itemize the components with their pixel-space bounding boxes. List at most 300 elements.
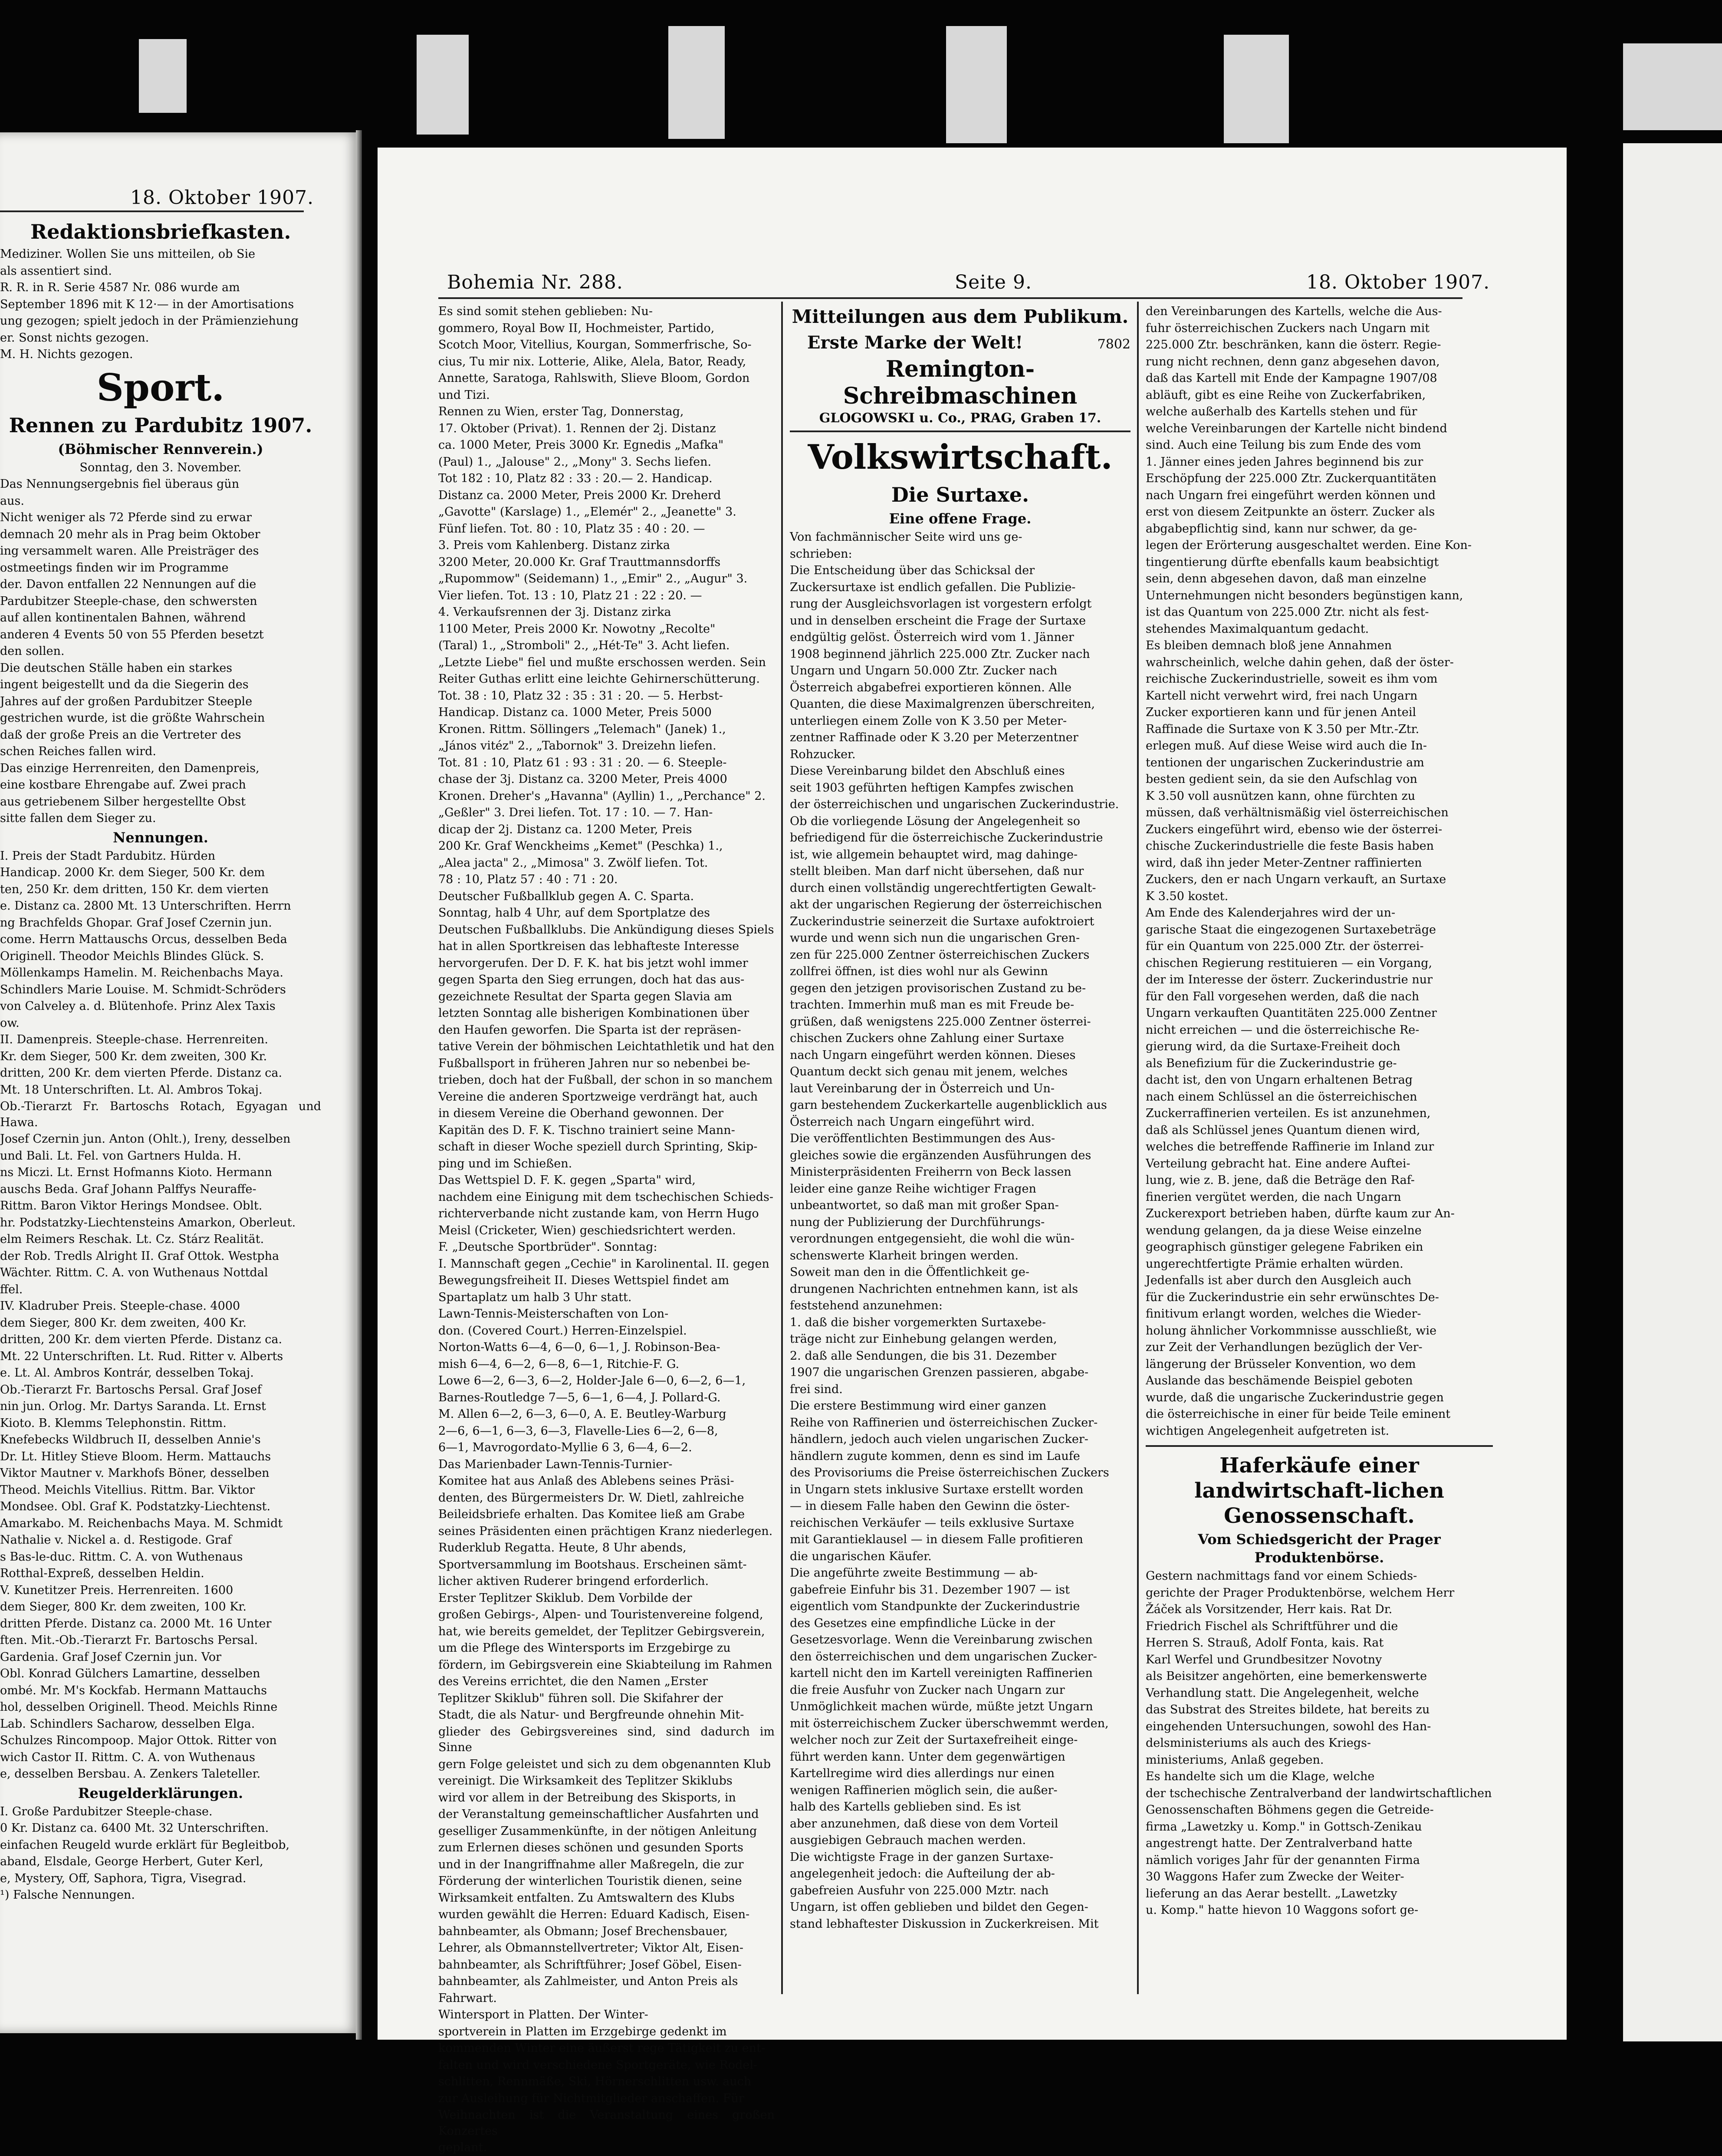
text-line: auschs Beda. Graf Johann Palffys Neuraffe- — [0, 1182, 256, 1196]
text-line: Die deutschen Ställe haben ein starkes — [0, 661, 233, 675]
text-line: cius, Tu mir nix. Lotterie, Alike, Alela, Bator, Ready, — [438, 355, 746, 368]
text-line: abläuft, gibt es eine Reihe von Zuckerfabriken, — [1146, 388, 1426, 402]
text-line: Unternehmungen nicht besonders begünstigen kann, — [1146, 588, 1463, 602]
text-line: Das einzige Herrenreiten, den Damenpreis, — [0, 761, 260, 775]
text-line: I. Große Pardubitzer Steeple-chase. — [0, 1804, 213, 1818]
text-line: angestrengt hatte. Der Zentralverband hatte — [1146, 1837, 1413, 1850]
text-line: Auslande das beschämende Beispiel geboten — [1146, 1374, 1413, 1387]
text-line: der österreichischen und ungarischen Zuckerindustrie. — [790, 798, 1119, 811]
text-line: garn bestehendem Zuckerkartelle augenblicklich aus — [790, 1098, 1107, 1112]
text-line: in Ungarn stets inklusive Surtaxe erstellt worden — [790, 1482, 1084, 1496]
text-line: Schulzes Rincompoop. Major Ottok. Ritter von — [0, 1734, 277, 1747]
text-line: e. Lt. Al. Ambros Kontrár, desselben Tokaj. — [0, 1366, 254, 1380]
text-line: schaft in dieser Woche speziell durch Sprinting, Skip- — [438, 1140, 758, 1154]
text-line: zur Zeit der Verhandlungen bezüglich der Ver- — [1146, 1341, 1423, 1354]
text-line: endgültig gelöst. Österreich wird vom 1. Jänner — [790, 631, 1074, 644]
text-line: Kr. dem Sieger, 500 Kr. dem zweiten, 300 Kr. — [0, 1049, 267, 1063]
text-line: er. Sonst nichts gezogen. — [0, 331, 149, 345]
text-line: Mondsee. Obl. Graf K. Podstatzky-Liechtenst. — [0, 1500, 271, 1513]
text-line: sind. Auch eine Teilung bis zum Ende des vom — [1146, 438, 1421, 452]
text-line: bahnbeamter, als Schriftführer; Josef Göbel, Eisen- — [438, 1958, 742, 1972]
text-line: Rotthal-Expreß, desselben Heldin. — [0, 1567, 204, 1580]
ad-number: 7802 — [1097, 337, 1130, 352]
text-line: welche außerhalb des Kartells stehen und für — [1146, 405, 1417, 418]
text-line: durch einen vollständig ungerechtfertigten Gewalt- — [790, 881, 1096, 895]
text-line: Wächter. Rittm. C. A. von Wuthenaus Nottdal — [0, 1266, 268, 1279]
section-rule — [1146, 1445, 1493, 1447]
text-line: nicht erreichen — und die österreichische Re- — [1146, 1023, 1420, 1037]
text-line: erst von diesem Zeitpunkte an österr. Zucker als — [1146, 505, 1435, 519]
text-line: ing versammelt waren. Alle Preisträger des — [0, 544, 259, 558]
text-line: Fußballsport in früheren Jahren nur so nebenbei be- — [438, 1056, 750, 1070]
text-line: R. R. in R. Serie 4587 Nr. 086 wurde am — [0, 281, 240, 294]
text-line: dicap der 2j. Distanz ca. 1200 Meter, Preis — [438, 822, 692, 836]
text-line: zur Ausleihung für Nichtmitglieder anschaffen. Für — [438, 2091, 744, 2105]
text-line: tingentierung dürfte ebenfalls kaum beabsichtigt — [1146, 555, 1439, 569]
text-line: besten gedient sein, da sie den Aufschlag von — [1146, 772, 1417, 786]
text-line: Kioto. B. Klemms Telephonstin. Rittm. — [0, 1416, 227, 1430]
text-line: Annette, Saratoga, Rahlswith, Slieve Bloom, Gordon — [438, 371, 750, 385]
scan-shadow — [1623, 43, 1722, 130]
text-line: Verteilung gebracht hat. Eine andere Auftei- — [1146, 1157, 1410, 1170]
text-line: lieferung an das Aerar bestellt. „Lawetzky — [1146, 1886, 1397, 1900]
text-line: leider eine ganze Reihe wichtiger Fragen — [790, 1182, 1036, 1196]
text-line: Theod. Meichls Vitellius. Rittm. Bar. Viktor — [0, 1483, 255, 1497]
text-line: und Bali. Lt. Fel. von Gartners Hulda. H. — [0, 1149, 241, 1163]
text-line: den Vereinbarungen des Kartells, welche die Aus- — [1146, 305, 1442, 318]
reugeld-text — [0, 1804, 321, 1887]
text-line: Diese Vereinbarung bildet den Abschluß eines — [790, 764, 1065, 778]
text-line: ombé. Mr. M's Kockfab. Hermann Mattauchs — [0, 1683, 267, 1697]
text-line: Kartellregime wird dies allerdings nur einen — [790, 1767, 1055, 1780]
text-line: chische Zuckerindustrielle die feste Basis haben — [1146, 839, 1434, 853]
text-line: finitivum erlangt worden, welches die Wieder- — [1146, 1307, 1421, 1321]
text-line: gabefreien Ausfuhr von 225.000 Mztr. nach — [790, 1883, 1049, 1897]
text-line: mit Garantieklausel — in diesem Falle profitieren — [790, 1533, 1083, 1546]
text-line: richterverbande nicht zustande kam, von Herrn Hugo — [438, 1207, 759, 1220]
text-line: schlitten, Rennmäße, Ski, Hörnerschlitten usw. auch — [438, 2075, 752, 2088]
rennen-date: Sonntag, den 3. November. — [79, 460, 242, 474]
text-line: Komitee hat aus Anlaß des Ablebens seines Präsi- — [438, 1474, 734, 1488]
text-line: gezeichnete Resultat der Sparta gegen Slavia am — [438, 989, 733, 1003]
reugeld-title: Reugelderklärungen. — [78, 1785, 243, 1801]
text-line: der Rob. Tredls Alright II. Graf Ottok. Westpha — [0, 1249, 279, 1263]
text-line: Ob.-Tierarzt Fr. Bartoschs Rotach, Egyagan und Hawa. — [0, 1100, 321, 1129]
text-line: wenigen Raffinerien möglich sein, die außer- — [790, 1783, 1058, 1797]
text-line: der. Davon entfallen 22 Nennungen auf die — [0, 578, 256, 591]
ad-heading: Mitteilungen aus dem Publikum. — [792, 306, 1129, 327]
text-line: Ob die vorliegende Lösung der Angelegenheit so — [790, 814, 1081, 828]
text-line: Das Marienbader Lawn-Tennis-Turnier- — [438, 1457, 673, 1471]
text-line: 200 Kr. Graf Wenckheims „Kemet" (Peschka) 1., — [438, 839, 723, 853]
text-line: wurde, daß die ungarische Zuckerindustrie gegen — [1146, 1390, 1444, 1404]
text-line: laut Vereinbarung der in Österreich und Un- — [790, 1081, 1055, 1095]
text-line: erlegen muß. Auf diese Weise wird auch die In- — [1146, 739, 1427, 753]
page-fold — [356, 130, 362, 2040]
rennen-subtitle: (Böhmischer Rennverein.) — [58, 440, 263, 457]
text-line: Herren S. Strauß, Adolf Fonta, kais. Rat — [1146, 1636, 1384, 1650]
text-line: legen der Erörterung ausgeschaltet werden. Eine Kon- — [1146, 539, 1472, 552]
text-line: der Veranstaltung gemeinschaftlicher Ausfahrten und — [438, 1808, 759, 1821]
surtaxe-subtitle: Eine offene Frage. — [889, 510, 1032, 527]
text-line: halb des Kartells geblieben sind. Es ist — [790, 1800, 1021, 1814]
text-line: und in der Inangriffnahme aller Maßregeln, die zur — [438, 1857, 744, 1871]
text-line: die österreichische in einer für beide Teile eminent — [1146, 1407, 1451, 1421]
text-line: des Vereins errichtet, die den Namen „Erster — [438, 1675, 708, 1688]
text-line: welcher noch zur Zeit der Surtaxefreiheit einge- — [790, 1733, 1078, 1747]
text-line: Jahres auf der großen Pardubitzer Steeple — [0, 694, 253, 708]
text-line: wird vor allem in der Betreibung des Skisports, in — [438, 1791, 736, 1804]
text-line: von Calveley a. d. Blütenhofe. Prinz Alex Taxis — [0, 999, 276, 1013]
text-line: 3. Preis vom Kahlenberg. Distanz zirka — [438, 539, 670, 552]
text-line: hat in allen Sportkreisen das lebhafteste Interesse — [438, 940, 739, 953]
text-line: tentionen der ungarischen Zuckerindustrie am — [1146, 756, 1424, 769]
volkswirtschaft-title: Volkswirtschaft. — [808, 437, 1113, 477]
text-line: ng Brachfelds Ghopar. Graf Josef Czernin jun. — [0, 916, 272, 930]
text-line: Obl. Konrad Gülchers Lamartine, desselben — [0, 1667, 260, 1680]
text-line: angelegenheit jedoch: die Aufteilung der ab- — [790, 1867, 1055, 1880]
text-line: Fünf liefen. Tot. 80 : 10, Platz 35 : 40 : 20. — — [438, 522, 705, 536]
text-line: den österreichischen und dem ungarischen Zucker- — [790, 1650, 1097, 1663]
text-line: Lab. Schindlers Sacharow, desselben Elga. — [0, 1717, 255, 1731]
text-line: Österreich abgabefrei exportieren können. Alle — [790, 680, 1072, 694]
text-line: als Benefizium für die Zuckerindustrie ge- — [1146, 1056, 1397, 1070]
text-line: wahrscheinlich, welche dahin gehen, daß der öster- — [1146, 655, 1454, 669]
text-line: u. Komp." hatte hievon 10 Waggons sofort ge- — [1146, 1903, 1419, 1917]
text-line: ist, wie allgemein behauptet wird, mag dahinge- — [790, 848, 1078, 861]
text-line: sein, denn abgesehen davon, daß man einzelne — [1146, 572, 1426, 585]
text-line: lung, wie z. B. jene, daß die Beträge den Raf- — [1146, 1173, 1415, 1187]
text-line: ist das Quantum von 225.000 Ztr. nicht als fest- — [1146, 605, 1429, 619]
text-line: chase der 3j. Distanz ca. 3200 Meter, Preis 4000 — [438, 772, 727, 786]
text-line: Originell. Theodor Meichls Blindes Glück. S. — [0, 949, 264, 963]
text-line: sitte fallen dem Sieger zu. — [0, 812, 156, 825]
text-line: Ob.-Tierarzt Fr. Bartoschs Persal. Graf Josef — [0, 1383, 262, 1397]
text-line: Mt. 18 Unterschriften. Lt. Al. Ambros Tokaj. — [0, 1083, 263, 1097]
text-line: für ein Quantum von 225.000 Ztr. der österrei- — [1146, 940, 1424, 953]
text-line: wich Castor II. Rittm. C. A. von Wuthenaus — [0, 1750, 255, 1764]
rennen-text — [0, 477, 321, 827]
text-line: Friedrich Fischel als Schriftführer und die — [1146, 1619, 1398, 1633]
text-line: hat, wie bereits gemeldet, der Teplitzer Gebirgsverein, — [438, 1624, 765, 1638]
text-line: Rennen zu Wien, erster Tag, Donnerstag, — [438, 405, 684, 418]
text-line: Mediziner. Wollen Sie uns mitteilen, ob Sie — [0, 247, 256, 261]
text-line: den Haufen geworfen. Die Sparta ist der repräsen- — [438, 1023, 741, 1037]
scan-shadow — [946, 26, 1007, 143]
text-line: um die Pflege des Wintersports im Erzgebirge zu — [438, 1641, 731, 1655]
scan-shadow — [1224, 35, 1289, 143]
falsche-nennungen: ¹) Falsche Nennungen. — [0, 1888, 135, 1902]
text-line: dem Sieger, 800 Kr. dem zweiten, 400 Kr. — [0, 1316, 246, 1330]
surtaxe-article-continued — [1146, 304, 1493, 1439]
text-line: Förderung der winterlichen Touristik dienen, seine — [438, 1874, 742, 1888]
text-line: Tot. 81 : 10, Platz 61 : 93 : 31 : 20. — 6. Steeple- — [438, 756, 727, 769]
hafer-title: Haferkäufe einer landwirtschaft-lichen Genossenschaft. — [1194, 1453, 1444, 1528]
text-line: geplant. — [438, 2141, 487, 2154]
text-line: Meisl (Cricketer, Wien) geschiedsrichtert werden. — [438, 1223, 736, 1237]
text-line: gommero, Royal Bow II, Hochmeister, Partido, — [438, 321, 715, 335]
text-line: Die wichtigste Frage in der ganzen Surtaxe- — [790, 1850, 1054, 1864]
left-column — [0, 217, 321, 2018]
text-line: Unmöglichkeit machen würde, müßte jetzt Ungarn — [790, 1700, 1093, 1713]
text-line: chischen Zuckers ohne Zahlung einer Surtaxe — [790, 1032, 1064, 1045]
text-line: M. Allen 6—2, 6—3, 6—0, A. E. Beutley-Warburg — [438, 1407, 726, 1421]
text-line: licher aktiven Ruderer bringend erforderlich. — [438, 1574, 709, 1588]
text-line: die ungarischen Käufer. — [790, 1549, 932, 1563]
text-line: müssen, daß verhältnismäßig viel österreichischen — [1146, 806, 1449, 819]
text-line: 2. daß alle Sendungen, die bis 31. Dezember — [790, 1349, 1056, 1363]
text-line: 30 Waggons Hafer zum Zwecke der Weiter- — [1146, 1870, 1404, 1883]
briefkasten-text — [0, 246, 321, 363]
text-line: Reihe von Raffinerien und österreichischen Zucker- — [790, 1416, 1098, 1430]
text-line: Zucker exportieren kann und für jenen Anteil — [1146, 706, 1416, 719]
text-line: ns Miczi. Lt. Ernst Hofmanns Kioto. Hermann — [0, 1166, 272, 1179]
text-line: Soweit man den in die Öffentlichkeit ge- — [790, 1265, 1030, 1279]
text-line: dem Sieger, 800 Kr. dem zweiten, 100 Kr. — [0, 1600, 246, 1614]
text-line: 3200 Meter, 20.000 Kr. Graf Trauttmannsdorffs — [438, 555, 721, 569]
text-line: wichtigen Angelegenheit aufgetreten ist. — [1146, 1424, 1390, 1438]
text-line: träge nicht zur Einhebung gelangen werden, — [790, 1332, 1057, 1346]
text-line: Zuckerindustrie seinerzeit die Surtaxe aufoktroiert — [790, 914, 1094, 928]
text-line: Handicap. 2000 Kr. dem Sieger, 500 Kr. dem — [0, 866, 265, 879]
text-line: hervorgerufen. Der D. F. K. hat bis jetzt wohl immer — [438, 956, 748, 970]
text-line: Wirksamkeit entfalten. Zu Amtswaltern des Klubs — [438, 1891, 735, 1905]
text-line: eine kostbare Ehrengabe auf. Zwei prach — [0, 778, 246, 792]
text-line: Lawn-Tennis-Meisterschaften von Lon- — [438, 1307, 669, 1321]
text-line: demnach 20 mehr als in Prag beim Oktober — [0, 527, 260, 541]
text-line: gerichte der Prager Produktenbörse, welchem Herr — [1146, 1586, 1455, 1600]
text-line: 17. Oktober (Privat). 1. Rennen der 2j. Distanz — [438, 421, 716, 435]
text-line: Raffinade die Surtaxe von K 3.50 per Mtr.-Ztr. — [1146, 722, 1420, 736]
text-line: I. Mannschaft gegen „Cechie" in Karolinental. II. gegen — [438, 1257, 769, 1271]
text-line: Ungarn, ist offen geblieben und bildet den Gegen- — [790, 1900, 1088, 1914]
text-line: bahnbeamter, als Zahlmeister, und Anton Preis als — [438, 1975, 738, 1988]
text-line: fördern, im Gebirgsverein eine Skiabteilung im Rahmen — [438, 1658, 772, 1672]
text-line: stand lebhaftester Diskussion in Zuckerkreisen. Mit — [790, 1917, 1099, 1931]
text-line: grüßen, daß wenigstens 225.000 Zentner österrei- — [790, 1015, 1091, 1029]
text-line: aber anzunehmen, daß diese von dem Vorteil — [790, 1817, 1058, 1831]
text-line: gegen Sparta den Sieg errungen, doch hat das aus- — [438, 973, 745, 986]
text-line: ostmeetings finden wir im Programme — [0, 561, 229, 575]
text-line: fuhr österreichischen Zuckers nach Ungarn mit — [1146, 321, 1430, 335]
text-line: Deutscher Fußballklub gegen A. C. Sparta. — [438, 889, 694, 903]
text-line: eigentlich vom Standpunkte der Zuckerindustrie — [790, 1600, 1080, 1613]
text-line: Quanten, die diese Maximalgrenzen überschreiten, — [790, 697, 1095, 711]
text-line: frei sind. — [790, 1382, 843, 1396]
text-line: gegen den jetzigen provisorischen Zustand zu be- — [790, 981, 1086, 995]
text-line: nach Ungarn frei eingeführt werden können und — [1146, 488, 1436, 502]
left-page — [0, 132, 360, 2033]
text-line: Sonntag, halb 4 Uhr, auf dem Sportplatze des — [438, 906, 710, 920]
header-rule — [0, 210, 304, 212]
text-line: nach Ungarn eingeführt werden können. Dieses — [790, 1048, 1076, 1062]
text-line: zen für 225.000 Zentner österreichischen Zuckers — [790, 948, 1090, 962]
text-line: Vereine die anderen Sportzweige verdrängt hat, auch — [438, 1090, 758, 1104]
text-line: Viktor Mautner v. Markhofs Böner, desselben — [0, 1466, 269, 1480]
text-line: Schindlers Marie Louise. M. Schmidt-Schröders — [0, 983, 286, 996]
text-line: nach einem Schlüssel an die österreichischen — [1146, 1090, 1417, 1104]
text-line: e, desselben Bersbau. A. Zenkers Taleteller. — [0, 1767, 261, 1781]
text-line: letzten Sonntag alle bisherigen Kombinationen über — [438, 1006, 749, 1020]
text-line: 1. daß die bisher vorgemerkten Surtaxebe- — [790, 1315, 1046, 1329]
text-line: längerung der Brüsseler Konvention, wo dem — [1146, 1357, 1416, 1371]
text-line: Bewegungsfreiheit II. Dieses Wettspiel findet am — [438, 1274, 730, 1287]
text-line: daß der große Preis an die Vertreter des — [0, 728, 241, 742]
text-line: das Substrat des Streites bildete, hat bereits zu — [1146, 1703, 1430, 1716]
text-line: ungerechtfertigte Prämie erhalten würden. — [1146, 1257, 1403, 1271]
text-line: Das Nennungsergebnis fiel überaus gün — [0, 477, 240, 491]
header-rule — [438, 297, 1462, 299]
text-line: nin jun. Orlog. Mr. Dartys Saranda. Lt. Ernst — [0, 1400, 266, 1413]
text-line: daß das Kartell mit Ende der Kampagne 1907/08 — [1146, 371, 1437, 385]
text-line: trieben, doch hat der Fußball, der schon in so manchem — [438, 1073, 773, 1087]
text-line: ffel. — [0, 1282, 23, 1296]
text-line: daß als Schlüssel jenes Quantum dienen wird, — [1146, 1123, 1420, 1137]
text-line: einfachen Reugeld wurde erklärt für Begleitbob, — [0, 1838, 290, 1852]
text-line: glieder des Gebirgsvereines sind, sind dadurch im Sinne — [438, 1725, 775, 1754]
text-line: welches die betreffende Raffinerie im Inland zur — [1146, 1140, 1434, 1154]
text-line: Möllenkamps Hamelin. M. Reichenbachs Maya. — [0, 966, 284, 979]
text-line: Lehrer, als Obmannstellvertreter; Viktor Alt, Eisen- — [438, 1941, 744, 1955]
text-line: 1907 die ungarischen Grenzen passieren, abgabe- — [790, 1366, 1089, 1379]
text-line: 225.000 Ztr. beschränken, kann die österr. Regie- — [1146, 338, 1441, 352]
text-line: „Gavotte" (Karslage) 1., „Elemér" 2., „Jeanette" 3. — [438, 505, 736, 519]
text-line: stellt bleiben. Man darf nicht übersehen, daß nur — [790, 864, 1084, 878]
text-line: ingent beigestellt und da die Siegerin des — [0, 678, 249, 691]
left-page-date: 18. Oktober 1907. — [130, 187, 314, 209]
text-line: vereinigt. Die Wirksamkeit des Teplitzer Skiklubs — [438, 1774, 733, 1788]
sports-column — [438, 304, 775, 2154]
text-line: dacht ist, den von Ungarn erhaltenen Betrag — [1146, 1073, 1413, 1087]
text-line: für die Zuckerindustrie ein sehr erwünschtes De- — [1146, 1290, 1439, 1304]
text-line: Es handelte sich um die Klage, welche — [1146, 1770, 1375, 1783]
text-line: mit österreichischem Zucker überschwemmt werden, — [790, 1716, 1109, 1730]
briefkasten-title: Redaktionsbriefkasten. — [30, 220, 291, 243]
text-line: ausgiebigen Gebrauch machen werden. — [790, 1834, 1026, 1847]
text-line: Ungarn und Ungarn 50.000 Ztr. Zucker nach — [790, 664, 1058, 677]
text-line: drungenen Nachrichten entnehmen kann, ist als — [790, 1282, 1078, 1296]
text-line: eingehenden Untersuchungen, sowohl des Han- — [1146, 1719, 1431, 1733]
text-line: (Taral) 1., „Stromboli" 2., „Hét-Te" 3. Acht liefen. — [438, 639, 730, 652]
text-line: unbeantwortet, so daß man mit großer Span- — [790, 1199, 1059, 1212]
text-line: und in denselben erscheint die Frage der Surtaxe — [790, 614, 1086, 628]
text-line: die freie Ausfuhr von Zucker nach Ungarn zur — [790, 1683, 1065, 1697]
text-line: Es bleiben demnach bloß jene Annahmen — [1146, 639, 1392, 652]
text-line: Lowe 6—2, 6—3, 6—2, Holder-Jale 6—0, 6—2, 6—1, — [438, 1374, 746, 1387]
text-line: Zuckers, den er nach Ungarn verkauft, an Surtaxe — [1146, 873, 1446, 886]
text-line: Das Wettspiel D. F. K. gegen „Sparta" wird, — [438, 1173, 696, 1187]
text-line: bahnbeamter, als Obmann; Josef Brechensbauer, — [438, 1924, 728, 1938]
text-line: schenswerte Klarheit bringen werden. — [790, 1249, 1019, 1262]
text-line: geographisch günstiger gelegene Fabriken ein — [1146, 1240, 1423, 1254]
text-line: Gardenia. Graf Josef Czernin jun. Vor — [0, 1650, 222, 1664]
text-line: Die erstere Bestimmung wird einer ganzen — [790, 1399, 1047, 1413]
text-line: Rohzucker. — [790, 747, 856, 761]
text-line: Norton-Watts 6—4, 6—0, 6—1, J. Robinson-Bea- — [438, 1341, 720, 1354]
text-line: nung der Publizierung der Durchführungs- — [790, 1215, 1045, 1229]
text-line: Beileidsbriefe erhalten. Das Komitee ließ am Grabe — [438, 1508, 745, 1521]
text-line: 78 : 10, Platz 57 : 40 : 71 : 20. — [438, 873, 618, 886]
text-line: Gestern nachmittags fand vor einem Schieds- — [1146, 1569, 1417, 1583]
text-line: wurde und wenn sich nun die ungarischen Gren- — [790, 931, 1080, 945]
text-line: Gesetzesvorlage. Wenn die Vereinbarung zwischen — [790, 1633, 1093, 1647]
text-line: 4. Verkaufsrennen der 3j. Distanz zirka — [438, 605, 671, 619]
adjacent-page-edge — [1623, 143, 1722, 2041]
text-line: Ruderklub Regatta. Heute, 8 Uhr abends, — [438, 1541, 687, 1555]
text-line: aband, Elsdale, George Herbert, Guter Kerl, — [0, 1855, 263, 1868]
text-line: V. Kunetitzer Preis. Herrenreiten. 1600 — [0, 1583, 233, 1597]
ad-slogan: Erste Marke der Welt! — [807, 332, 1023, 353]
text-line: wird, daß ihn jeder Meter-Zentner raffinierten — [1146, 856, 1422, 870]
text-line: Spartaplatz um halb 3 Uhr statt. — [438, 1290, 632, 1304]
text-line: des Gesetzes eine empfindliche Lücke in der — [790, 1616, 1055, 1630]
text-line: s Bas-le-duc. Rittm. C. A. von Wuthenaus — [0, 1550, 243, 1564]
text-line: zentner Raffinade oder K 3.20 per Meterzentner — [790, 731, 1078, 744]
text-line: Ministerpräsidenten Freiherrn von Beck lassen — [790, 1165, 1071, 1179]
text-line: händlern, jedoch auch vielen ungarischen Zucker- — [790, 1433, 1088, 1446]
text-line: dritten, 200 Kr. dem vierten Pferde. Distanz ca. — [0, 1066, 283, 1080]
text-line: 1. Jänner eines jeden Jahres beginnend bis zur — [1146, 455, 1423, 469]
text-line: aus. — [0, 494, 24, 508]
text-line: gierung wird, da die Surtaxe-Freiheit doch — [1146, 1040, 1400, 1053]
text-line: e, Mystery, Off, Saphora, Tigra, Visegrad. — [0, 1871, 246, 1885]
column-rule — [1137, 302, 1139, 1994]
column-rule — [781, 302, 783, 1994]
text-line: mish 6—4, 6—2, 6—8, 6—1, Ritchie-F. G. — [438, 1357, 680, 1371]
text-line: reichische Zuckerindustrielle, soweit es ihm vom — [1146, 672, 1438, 686]
economy-column-2 — [1146, 304, 1493, 2018]
text-line: welche Vereinbarungen der Kartelle nicht bindend — [1146, 421, 1447, 435]
text-line: garische Staat die eingezogenen Surtaxebeträge — [1146, 923, 1436, 937]
text-line: feststehend anzunehmen: — [790, 1299, 943, 1312]
text-line: Erster Teplitzer Skiklub. Dem Vorbilde der — [438, 1591, 692, 1605]
text-line: Handicap. Distanz ca. 1000 Meter, Preis 5000 — [438, 706, 712, 719]
text-line: Amarkabo. M. Reichenbachs Maya. M. Schmidt — [0, 1516, 283, 1530]
text-line: 0 Kr. Distanz ca. 6400 Mt. 32 Unterschriften. — [0, 1821, 269, 1835]
text-line: F. „Deutsche Sportbrüder". Sonntag: — [438, 1240, 657, 1254]
text-line: September 1896 mit K 12·— in der Amortisations — [0, 297, 294, 311]
text-line: gestrichen wurde, ist die größte Wahrschein — [0, 711, 265, 725]
text-line: wendung gelangen, da ja diese Weise einzelne — [1146, 1223, 1422, 1237]
text-line: als Beisitzer angehörten, eine bemerkenswerte — [1146, 1670, 1427, 1683]
text-line: e. Distanz ca. 2800 Mt. 13 Unterschriften. Herrn — [0, 899, 291, 913]
rennen-title: Rennen zu Pardubitz 1907. — [9, 413, 312, 437]
text-line: chischen Regierung restituieren — ein Vorgang, — [1146, 956, 1433, 970]
page-header-right: 18. Oktober 1907. — [1306, 271, 1490, 293]
text-line: als assentiert sind. — [0, 264, 112, 278]
text-line: seit 1903 geführten heftigen Kampfes zwischen — [790, 781, 1074, 795]
text-line: don. (Covered Court.) Herren-Einzelspiel. — [438, 1324, 687, 1338]
text-line: ften. Mit.-Ob.-Tierarzt Fr. Bartoschs Persal. — [0, 1633, 258, 1647]
text-line: aus getriebenem Silber hergestellte Obst — [0, 795, 246, 808]
text-line: unterliegen einem Zolle von K 3.50 per Meter- — [790, 714, 1067, 728]
text-line: geselliger Zusammenkünfte, in der nötigen Anleitung — [438, 1824, 757, 1838]
text-line: Distanz ca. 2000 Meter, Preis 2000 Kr. Dreherd — [438, 488, 721, 502]
text-line: Knefebecks Wildbruch II, desselben Annie's — [0, 1433, 261, 1446]
hafer-subtitle: Vom Schiedsgericht der Prager Produktenbörse. — [1198, 1531, 1441, 1566]
text-line: Teplitzer Skiklub" führen soll. Die Skifahrer der — [438, 1691, 723, 1705]
text-line: come. Herrn Mattauschs Orcus, desselben Beda — [0, 933, 287, 946]
text-line: Scotch Moor, Vitellius, Kourgan, Sommerfrische, So- — [438, 338, 752, 352]
text-line: Von fachmännischer Seite wird uns ge- — [790, 530, 1022, 544]
text-line: des Provisoriums die Preise österreichischen Zuckers — [790, 1466, 1109, 1479]
text-line: Zuckerexport betrieben haben, dürfte kaum zur An- — [1146, 1207, 1455, 1220]
text-line: Kronen. Dreher's „Havanna" (Ayllin) 1., „Perchance" 2. — [438, 789, 766, 803]
text-line: abgabepflichtig sind, kann nur schwer, da ge- — [1146, 522, 1417, 536]
text-line: händlern zugute kommen, denn es sind im Laufe — [790, 1449, 1080, 1463]
text-line: Österreich nach Ungarn eingeführt wird. — [790, 1115, 1035, 1129]
text-line: trachten. Immerhin muß man es mit Freude be- — [790, 998, 1075, 1012]
